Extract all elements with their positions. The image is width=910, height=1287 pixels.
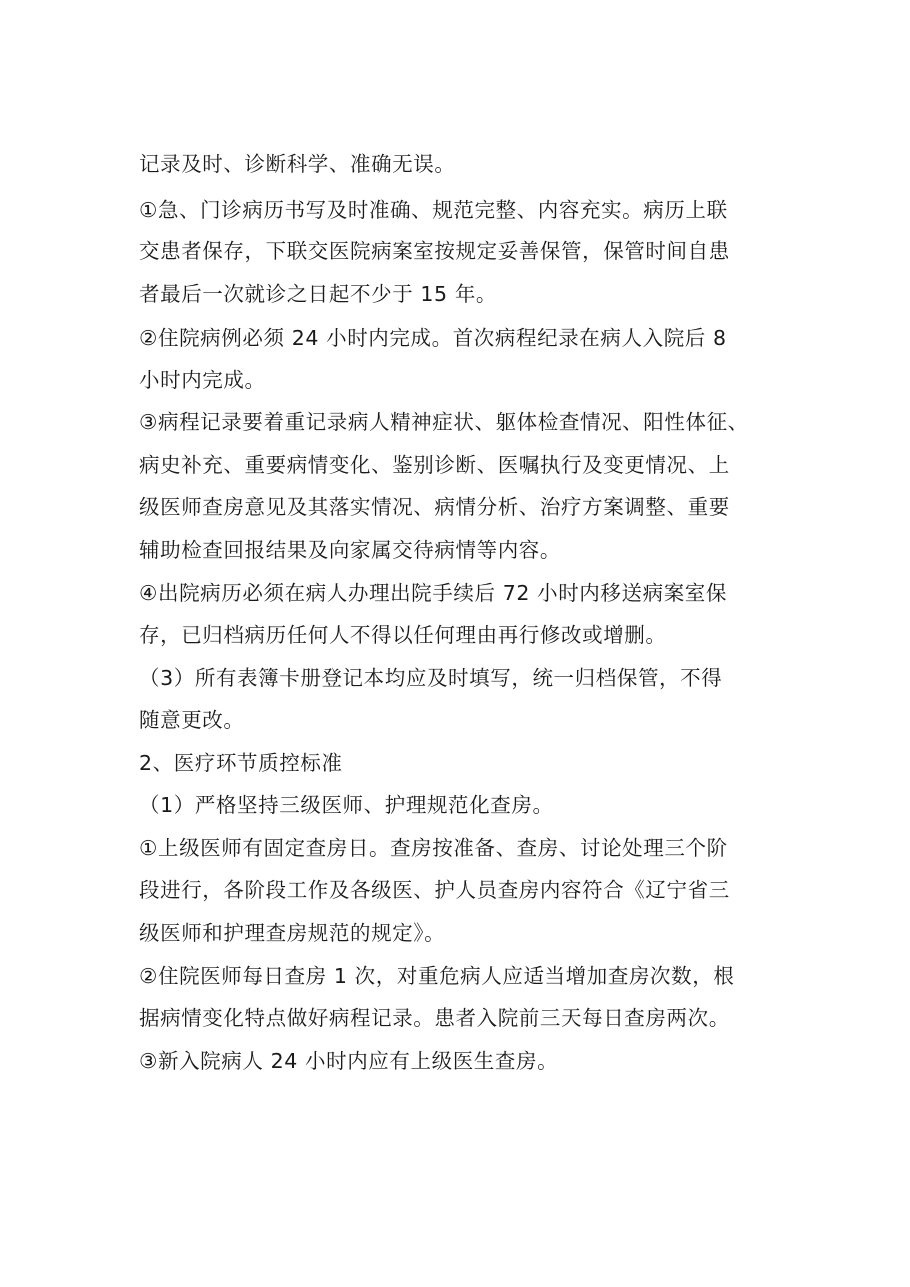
text-line: 病史补充、重要病情变化、鉴别诊断、医嘱执行及变更情况、上 [139, 453, 730, 477]
text-line: ③病程记录要着重记录病人精神症状、躯体检查情况、阳性体征、 [139, 410, 749, 434]
text-line: ②住院医师每日查房 1 次，对重危病人应适当增加查房次数，根 [139, 964, 735, 988]
text-line: （3）所有表簿卡册登记本均应及时填写，统一归档保管，不得 [139, 666, 723, 690]
text-line: 辅助检查回报结果及向家属交待病情等内容。 [139, 538, 561, 562]
text-line: 随意更改。 [139, 708, 245, 732]
text-line: 存，已归档病历任何人不得以任何理由再行修改或增删。 [139, 623, 667, 647]
text-line: 交患者保存，下联交医院病案室按规定妥善保管，保管时间自患 [139, 239, 730, 263]
section-heading: 2、医疗环节质控标准 [139, 751, 343, 775]
text-line: ②住院病例必须 24 小时内完成。首次病程纪录在病人入院后 8 [139, 326, 727, 350]
text-line: （1）严格坚持三级医师、护理规范化查房。 [139, 793, 554, 817]
text-line: 记录及时、诊断科学、准确无误。 [139, 152, 456, 176]
text-line: ④出院病历必须在病人办理出院手续后 72 小时内移送病案室保 [139, 581, 727, 605]
text-line: 小时内完成。 [139, 368, 266, 392]
text-line: 级医师和护理查房规范的规定》。 [139, 921, 446, 945]
text-line: ①急、门诊病历书写及时准确、规范完整、内容充实。病历上联 [139, 198, 728, 222]
text-line: 据病情变化特点做好病程记录。患者入院前三天每日查房两次。 [139, 1006, 730, 1030]
text-line: 级医师查房意见及其落实情况、病情分析、治疗方案调整、重要 [139, 495, 730, 519]
text-line: ③新入院病人 24 小时内应有上级医生查房。 [139, 1049, 559, 1073]
text-line: ①上级医师有固定查房日。查房按准备、查房、讨论处理三个阶 [139, 836, 728, 860]
text-line: 者最后一次就诊之日起不少于 15 年。 [139, 282, 498, 306]
text-line: 段进行，各阶段工作及各级医、护人员查房内容符合《辽宁省三 [139, 878, 730, 902]
